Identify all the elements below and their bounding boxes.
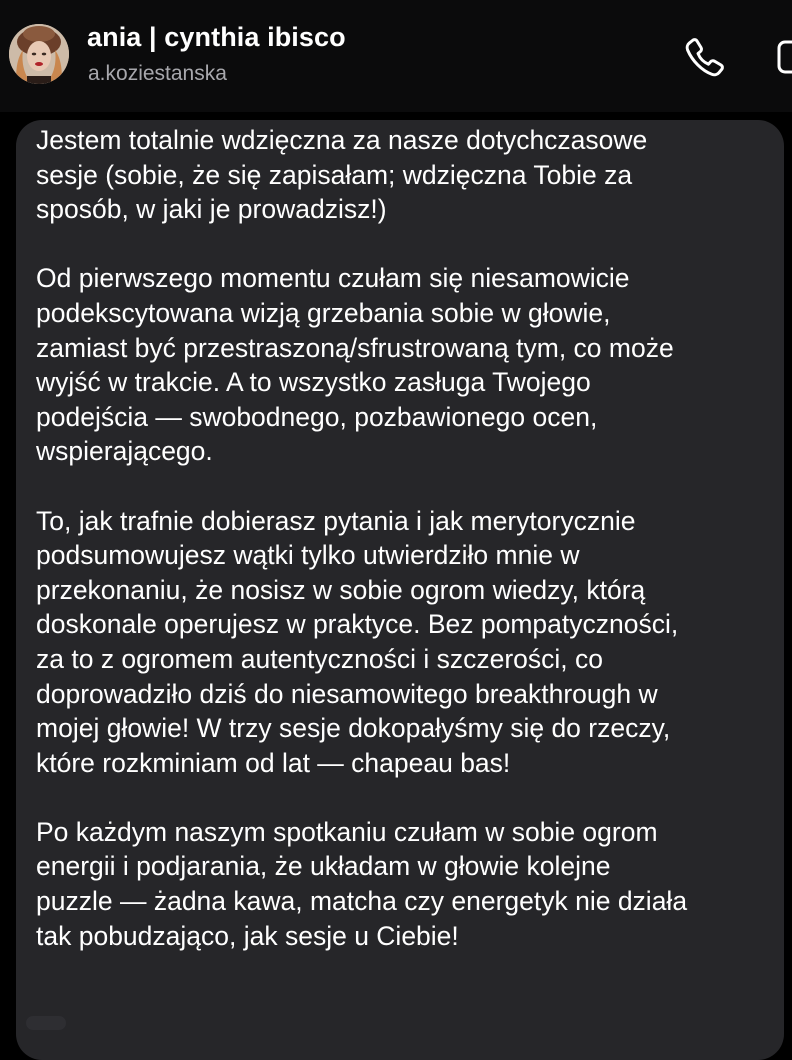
message-paragraph: Od pierwszego momentu czułam się niesamowicie podekscytowana wizją grzebania sobie w głowie, zamiast być przestraszoną/sfrustrowaną tym, co może wyjść w trakcie. A to wszystko zasługa Twojego podejścia — swobodnego, pozbawionego ocen, wspierającego. bbox=[36, 263, 674, 467]
reaction-indicator[interactable] bbox=[26, 1016, 66, 1030]
message-paragraph: Jestem totalnie wdzięczna za nasze dotychczasowe sesje (sobie, że się zapisałam; wdzięczna Tobie za sposób, w jaki je prowadzisz!) bbox=[36, 125, 648, 225]
video-camera-icon bbox=[774, 34, 792, 80]
chat-header bbox=[0, 0, 792, 112]
phone-icon bbox=[682, 34, 728, 80]
message-text bbox=[36, 123, 772, 953]
profile-avatar-icon bbox=[9, 24, 69, 84]
message-paragraph: Po każdym naszym spotkaniu czułam w sobie ogrom energii i podjarania, że układam w głowie kolejne puzzle — żadna kawa, matcha czy energetyk nie działa tak pobudzająco, jak sesje u Ciebie! bbox=[36, 816, 688, 951]
video-call-button[interactable] bbox=[774, 34, 792, 80]
contact-display-name[interactable]: ania | cynthia ibisco bbox=[87, 22, 346, 52]
contact-username: a.koziestanska bbox=[88, 62, 227, 85]
voice-call-button[interactable] bbox=[682, 34, 728, 80]
message-paragraph: To, jak trafnie dobierasz pytania i jak merytorycznie podsumowujesz wątki tylko utwierdziło mnie w przekonaniu, że nosisz w sobie ogrom wiedzy, którą doskonale operujesz w praktyce. Bez pompatyczności, za to z ogromem autentyczności i szczerości, co doprowadziło dziś do niesamowitego breakthrough w mojej głowie! W trzy sesje dokopałyśmy się do rzeczy, które rozkminiam od lat — chapeau bas! bbox=[36, 505, 679, 778]
avatar[interactable] bbox=[9, 24, 69, 84]
